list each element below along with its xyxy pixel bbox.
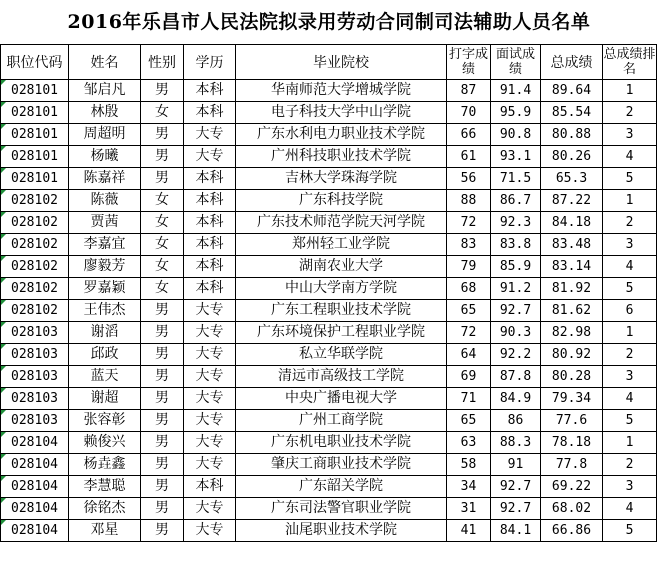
cell-total[interactable]: 81.62: [541, 300, 603, 322]
cell-typing[interactable]: 64: [447, 344, 491, 366]
cell-education[interactable]: 大专: [184, 322, 236, 344]
cell-total[interactable]: 65.3: [541, 168, 603, 190]
cell-code[interactable]: 028104: [1, 520, 69, 542]
cell-education[interactable]: 大专: [184, 300, 236, 322]
cell-education[interactable]: 大专: [184, 520, 236, 542]
cell-name[interactable]: 邱政: [69, 344, 141, 366]
cell-education[interactable]: 本科: [184, 102, 236, 124]
cell-interview[interactable]: 91.2: [491, 278, 541, 300]
cell-total[interactable]: 80.28: [541, 366, 603, 388]
cell-education[interactable]: 大专: [184, 454, 236, 476]
table-row: [1, 146, 657, 168]
cell-interview[interactable]: 92.3: [491, 212, 541, 234]
cell-interview[interactable]: 83.8: [491, 234, 541, 256]
cell-interview[interactable]: 92.7: [491, 498, 541, 520]
cell-name[interactable]: 邓星: [69, 520, 141, 542]
cell-total[interactable]: 68.02: [541, 498, 603, 520]
table-body: [1, 80, 657, 542]
cell-code[interactable]: 028103: [1, 410, 69, 432]
cell-total[interactable]: 89.64: [541, 80, 603, 102]
cell-typing[interactable]: 66: [447, 124, 491, 146]
cell-rank[interactable]: 2: [603, 344, 657, 366]
cell-education[interactable]: 本科: [184, 80, 236, 102]
cell-rank[interactable]: 5: [603, 410, 657, 432]
table-row: [1, 300, 657, 322]
cell-total[interactable]: 82.98: [541, 322, 603, 344]
cell-school[interactable]: 郑州轻工业学院: [236, 234, 447, 256]
cell-education[interactable]: 本科: [184, 190, 236, 212]
cell-school[interactable]: 中山大学南方学院: [236, 278, 447, 300]
table-row: [1, 278, 657, 300]
header-typing[interactable]: 打字成绩: [447, 45, 491, 80]
cell-code[interactable]: 028102: [1, 300, 69, 322]
cell-code[interactable]: 028101: [1, 124, 69, 146]
cell-typing[interactable]: 79: [447, 256, 491, 278]
header-row: [1, 45, 657, 80]
table-row: [1, 520, 657, 542]
cell-school[interactable]: 华南师范大学增城学院: [236, 80, 447, 102]
cell-interview[interactable]: 85.9: [491, 256, 541, 278]
cell-gender[interactable]: 女: [141, 256, 184, 278]
cell-name[interactable]: 罗嘉颖: [69, 278, 141, 300]
cell-school[interactable]: 广州科技职业技术学院: [236, 146, 447, 168]
cell-interview[interactable]: 84.1: [491, 520, 541, 542]
cell-code[interactable]: 028104: [1, 432, 69, 454]
cell-typing[interactable]: 58: [447, 454, 491, 476]
cell-code[interactable]: 028101: [1, 146, 69, 168]
cell-rank[interactable]: 2: [603, 102, 657, 124]
cell-gender[interactable]: 女: [141, 102, 184, 124]
cell-typing[interactable]: 88: [447, 190, 491, 212]
cell-code[interactable]: 028102: [1, 190, 69, 212]
cell-school[interactable]: 私立华联学院: [236, 344, 447, 366]
cell-interview[interactable]: 87.8: [491, 366, 541, 388]
cell-name[interactable]: 张容彰: [69, 410, 141, 432]
cell-total[interactable]: 77.8: [541, 454, 603, 476]
cell-name[interactable]: 杨垚鑫: [69, 454, 141, 476]
cell-education[interactable]: 本科: [184, 278, 236, 300]
cell-education[interactable]: 本科: [184, 212, 236, 234]
page-title: 2016年乐昌市人民法院拟录用劳动合同制司法辅助人员名单: [67, 11, 591, 33]
cell-typing[interactable]: 63: [447, 432, 491, 454]
cell-name[interactable]: 邹启凡: [69, 80, 141, 102]
cell-typing[interactable]: 87: [447, 80, 491, 102]
cell-rank[interactable]: 1: [603, 322, 657, 344]
cell-school[interactable]: 广东技术师范学院天河学院: [236, 212, 447, 234]
table-row: [1, 410, 657, 432]
cell-education[interactable]: 大专: [184, 124, 236, 146]
cell-interview[interactable]: 92.7: [491, 300, 541, 322]
cell-rank[interactable]: 4: [603, 256, 657, 278]
cell-gender[interactable]: 男: [141, 80, 184, 102]
cell-code[interactable]: 028104: [1, 454, 69, 476]
cell-interview[interactable]: 84.9: [491, 388, 541, 410]
cell-school[interactable]: 广东科技学院: [236, 190, 447, 212]
cell-total[interactable]: 80.92: [541, 344, 603, 366]
cell-rank[interactable]: 2: [603, 454, 657, 476]
cell-school[interactable]: 汕尾职业技术学院: [236, 520, 447, 542]
cell-code[interactable]: 028102: [1, 234, 69, 256]
table-row: [1, 80, 657, 102]
cell-education[interactable]: 本科: [184, 476, 236, 498]
cell-rank[interactable]: 1: [603, 432, 657, 454]
cell-interview[interactable]: 91.4: [491, 80, 541, 102]
cell-gender[interactable]: 男: [141, 410, 184, 432]
cell-rank[interactable]: 4: [603, 146, 657, 168]
cell-interview[interactable]: 90.3: [491, 322, 541, 344]
cell-rank[interactable]: 5: [603, 168, 657, 190]
cell-school[interactable]: 广州工商学院: [236, 410, 447, 432]
cell-interview[interactable]: 95.9: [491, 102, 541, 124]
cell-typing[interactable]: 71: [447, 388, 491, 410]
cell-gender[interactable]: 女: [141, 278, 184, 300]
cell-name[interactable]: 王伟杰: [69, 300, 141, 322]
cell-total[interactable]: 77.6: [541, 410, 603, 432]
header-interview[interactable]: 面试成绩: [491, 45, 541, 80]
table-row: [1, 366, 657, 388]
cell-typing[interactable]: 68: [447, 278, 491, 300]
cell-gender[interactable]: 男: [141, 124, 184, 146]
cell-education[interactable]: 大专: [184, 410, 236, 432]
cell-education[interactable]: 本科: [184, 168, 236, 190]
cell-school[interactable]: 广东司法警官职业学院: [236, 498, 447, 520]
cell-rank[interactable]: 3: [603, 234, 657, 256]
cell-name[interactable]: 陈嘉祥: [69, 168, 141, 190]
cell-gender[interactable]: 男: [141, 344, 184, 366]
cell-school[interactable]: 广东水利电力职业技术学院: [236, 124, 447, 146]
cell-rank[interactable]: 2: [603, 212, 657, 234]
cell-gender[interactable]: 女: [141, 234, 184, 256]
cell-code[interactable]: 028101: [1, 102, 69, 124]
cell-name[interactable]: 周超明: [69, 124, 141, 146]
cell-gender[interactable]: 男: [141, 322, 184, 344]
cell-total[interactable]: 83.14: [541, 256, 603, 278]
cell-total[interactable]: 87.22: [541, 190, 603, 212]
cell-gender[interactable]: 男: [141, 388, 184, 410]
cell-education[interactable]: 大专: [184, 432, 236, 454]
cell-gender[interactable]: 男: [141, 498, 184, 520]
cell-typing[interactable]: 65: [447, 410, 491, 432]
table-row: [1, 124, 657, 146]
cell-name[interactable]: 陈薇: [69, 190, 141, 212]
header-name[interactable]: 姓名: [69, 45, 141, 80]
cell-school[interactable]: 广东环境保护工程职业学院: [236, 322, 447, 344]
cell-typing[interactable]: 31: [447, 498, 491, 520]
cell-code[interactable]: 028102: [1, 278, 69, 300]
cell-code[interactable]: 028101: [1, 168, 69, 190]
header-gender[interactable]: 性别: [141, 45, 184, 80]
cell-interview[interactable]: 86.7: [491, 190, 541, 212]
cell-school[interactable]: 电子科技大学中山学院: [236, 102, 447, 124]
header-school[interactable]: 毕业院校: [236, 45, 447, 80]
header-rank[interactable]: 总成绩排名: [603, 45, 657, 80]
table-row: [1, 234, 657, 256]
cell-typing[interactable]: 72: [447, 322, 491, 344]
cell-gender[interactable]: 男: [141, 146, 184, 168]
cell-total[interactable]: 84.18: [541, 212, 603, 234]
cell-gender[interactable]: 男: [141, 432, 184, 454]
cell-school[interactable]: 中央广播电视大学: [236, 388, 447, 410]
cell-typing[interactable]: 56: [447, 168, 491, 190]
cell-name[interactable]: 徐铭杰: [69, 498, 141, 520]
cell-name[interactable]: 李嘉宜: [69, 234, 141, 256]
cell-interview[interactable]: 93.1: [491, 146, 541, 168]
cell-school[interactable]: 清远市高级技工学院: [236, 366, 447, 388]
cell-typing[interactable]: 83: [447, 234, 491, 256]
cell-rank[interactable]: 1: [603, 80, 657, 102]
table-row: [1, 322, 657, 344]
cell-education[interactable]: 大专: [184, 366, 236, 388]
table-row: [1, 102, 657, 124]
table-row: [1, 168, 657, 190]
cell-gender[interactable]: 男: [141, 454, 184, 476]
cell-education[interactable]: 大专: [184, 388, 236, 410]
cell-typing[interactable]: 72: [447, 212, 491, 234]
applicant-table: [0, 44, 657, 542]
cell-school[interactable]: 吉林大学珠海学院: [236, 168, 447, 190]
cell-typing[interactable]: 70: [447, 102, 491, 124]
cell-name[interactable]: 赖俊兴: [69, 432, 141, 454]
cell-name[interactable]: 谢超: [69, 388, 141, 410]
cell-name[interactable]: 谢滔: [69, 322, 141, 344]
cell-interview[interactable]: 86: [491, 410, 541, 432]
cell-interview[interactable]: 88.3: [491, 432, 541, 454]
cell-gender[interactable]: 男: [141, 366, 184, 388]
cell-rank[interactable]: 3: [603, 366, 657, 388]
cell-interview[interactable]: 71.5: [491, 168, 541, 190]
cell-education[interactable]: 大专: [184, 498, 236, 520]
cell-total[interactable]: 78.18: [541, 432, 603, 454]
cell-gender[interactable]: 女: [141, 190, 184, 212]
cell-name[interactable]: 贾茜: [69, 212, 141, 234]
cell-typing[interactable]: 41: [447, 520, 491, 542]
header-total[interactable]: 总成绩: [541, 45, 603, 80]
table-row: [1, 212, 657, 234]
cell-code[interactable]: 028103: [1, 322, 69, 344]
table-row: [1, 388, 657, 410]
cell-typing[interactable]: 34: [447, 476, 491, 498]
table-row: [1, 454, 657, 476]
cell-code[interactable]: 028102: [1, 212, 69, 234]
cell-total[interactable]: 69.22: [541, 476, 603, 498]
cell-total[interactable]: 81.92: [541, 278, 603, 300]
cell-school[interactable]: 广东工程职业技术学院: [236, 300, 447, 322]
cell-name[interactable]: 杨曦: [69, 146, 141, 168]
cell-name[interactable]: 李慧聪: [69, 476, 141, 498]
cell-interview[interactable]: 90.8: [491, 124, 541, 146]
cell-rank[interactable]: 4: [603, 388, 657, 410]
cell-rank[interactable]: 3: [603, 124, 657, 146]
cell-gender[interactable]: 女: [141, 212, 184, 234]
cell-total[interactable]: 66.86: [541, 520, 603, 542]
cell-total[interactable]: 80.26: [541, 146, 603, 168]
cell-name[interactable]: 廖毅芳: [69, 256, 141, 278]
cell-rank[interactable]: 4: [603, 498, 657, 520]
header-education[interactable]: 学历: [184, 45, 236, 80]
table-row: [1, 498, 657, 520]
cell-school[interactable]: 广东韶关学院: [236, 476, 447, 498]
cell-gender[interactable]: 男: [141, 520, 184, 542]
table-row: [1, 256, 657, 278]
cell-education[interactable]: 本科: [184, 234, 236, 256]
cell-code[interactable]: 028104: [1, 498, 69, 520]
cell-rank[interactable]: 1: [603, 190, 657, 212]
cell-total[interactable]: 79.34: [541, 388, 603, 410]
cell-name[interactable]: 蓝天: [69, 366, 141, 388]
cell-education[interactable]: 大专: [184, 344, 236, 366]
cell-school[interactable]: 广东机电职业技术学院: [236, 432, 447, 454]
cell-total[interactable]: 80.88: [541, 124, 603, 146]
cell-education[interactable]: 本科: [184, 256, 236, 278]
table-row: [1, 432, 657, 454]
table-row: [1, 344, 657, 366]
cell-code[interactable]: 028103: [1, 388, 69, 410]
cell-rank[interactable]: 6: [603, 300, 657, 322]
cell-gender[interactable]: 男: [141, 168, 184, 190]
cell-interview[interactable]: 92.2: [491, 344, 541, 366]
cell-code[interactable]: 028104: [1, 476, 69, 498]
cell-name[interactable]: 林殷: [69, 102, 141, 124]
cell-typing[interactable]: 65: [447, 300, 491, 322]
cell-interview[interactable]: 91: [491, 454, 541, 476]
cell-school[interactable]: 肇庆工商职业技术学院: [236, 454, 447, 476]
cell-typing[interactable]: 61: [447, 146, 491, 168]
cell-typing[interactable]: 69: [447, 366, 491, 388]
cell-total[interactable]: 83.48: [541, 234, 603, 256]
cell-code[interactable]: 028103: [1, 366, 69, 388]
table-row: [1, 476, 657, 498]
cell-code[interactable]: 028101: [1, 80, 69, 102]
cell-rank[interactable]: 3: [603, 476, 657, 498]
cell-code[interactable]: 028103: [1, 344, 69, 366]
cell-rank[interactable]: 5: [603, 520, 657, 542]
cell-education[interactable]: 大专: [184, 146, 236, 168]
cell-rank[interactable]: 5: [603, 278, 657, 300]
cell-gender[interactable]: 男: [141, 300, 184, 322]
cell-school[interactable]: 湖南农业大学: [236, 256, 447, 278]
table-row: [1, 190, 657, 212]
cell-total[interactable]: 85.54: [541, 102, 603, 124]
cell-gender[interactable]: 男: [141, 476, 184, 498]
cell-interview[interactable]: 92.7: [491, 476, 541, 498]
cell-code[interactable]: 028102: [1, 256, 69, 278]
header-code[interactable]: 职位代码: [1, 45, 69, 80]
